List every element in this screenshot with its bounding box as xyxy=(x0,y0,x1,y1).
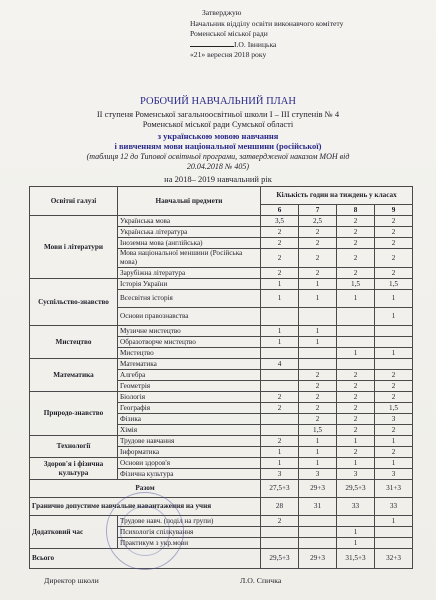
hours-cell: 4 xyxy=(261,359,299,370)
hours-cell: 1 xyxy=(375,436,413,447)
hours-cell: 1 xyxy=(375,308,413,326)
hours-cell: 2 xyxy=(299,238,337,249)
max-load-label: Гранично допустиме навчальне навантаження на учня xyxy=(30,498,261,516)
area-social: Суспільство-знавство xyxy=(30,279,118,326)
hours-cell: 2 xyxy=(261,249,299,268)
hours-cell: 2 xyxy=(261,516,299,527)
class-8: 8 xyxy=(337,205,375,216)
subject-name: Алгебра xyxy=(118,370,261,381)
hours-cell: 1 xyxy=(261,279,299,290)
hours-cell: 2 xyxy=(375,392,413,403)
hours-cell xyxy=(299,308,337,326)
hours-cell xyxy=(337,326,375,337)
extra-subject: Практикум з укр.мови xyxy=(118,538,261,549)
area-tech: Технології xyxy=(30,436,118,458)
subject-name: Математика xyxy=(118,359,261,370)
hours-cell: 33 xyxy=(337,498,375,516)
table-row xyxy=(30,359,413,370)
hours-cell: 2 xyxy=(337,268,375,279)
hours-cell: 2 xyxy=(299,414,337,425)
hours-cell: 2 xyxy=(261,392,299,403)
hours-cell: 2 xyxy=(337,425,375,436)
subject-name: Фізична культура xyxy=(118,469,261,480)
hours-cell: 1 xyxy=(337,436,375,447)
director-role: Директор школи xyxy=(44,576,99,585)
hours-cell xyxy=(337,337,375,348)
subject-name: Трудове навчання xyxy=(118,436,261,447)
hours-cell xyxy=(375,538,413,549)
hours-cell xyxy=(261,425,299,436)
hours-cell: 29+3 xyxy=(299,549,337,569)
subject-name: Музичне мистецтво xyxy=(118,326,261,337)
class-6: 6 xyxy=(261,205,299,216)
hours-cell: 1,5 xyxy=(375,279,413,290)
hours-cell: 1 xyxy=(375,348,413,359)
hours-cell: 2 xyxy=(337,227,375,238)
hours-cell: 2 xyxy=(337,414,375,425)
hours-cell xyxy=(337,359,375,370)
hours-cell: 1 xyxy=(337,348,375,359)
director-name: Л.О. Спичка xyxy=(240,576,282,585)
hours-cell: 1 xyxy=(299,326,337,337)
hours-cell: 2 xyxy=(299,403,337,414)
hours-cell: 2 xyxy=(375,447,413,458)
hours-cell: 1 xyxy=(261,447,299,458)
hours-cell: 1 xyxy=(299,290,337,308)
extra-label: Додатковий час xyxy=(30,516,118,549)
grand-total-label: Всього xyxy=(30,549,261,569)
hours-cell: 2 xyxy=(261,403,299,414)
hours-cell: 2 xyxy=(375,216,413,227)
hours-cell: 1 xyxy=(299,279,337,290)
approval-signature-line: І.О. Івницька xyxy=(190,40,343,51)
total-label: Разом xyxy=(30,480,261,498)
hours-cell: 2 xyxy=(337,216,375,227)
approval-line: Роменської міської ради xyxy=(190,29,268,39)
hours-cell: 1,5 xyxy=(337,279,375,290)
hours-cell xyxy=(375,527,413,538)
approval-date: «21» вересня 2018 року xyxy=(190,50,267,60)
subject-name: Хімія xyxy=(118,425,261,436)
hours-cell: 33 xyxy=(375,498,413,516)
subject-name: Зарубіжна література xyxy=(118,268,261,279)
subject-name: Українська література xyxy=(118,227,261,238)
hours-cell: 2 xyxy=(261,436,299,447)
subject-name: Історія України xyxy=(118,279,261,290)
hours-cell: 2 xyxy=(375,425,413,436)
hours-cell: 1 xyxy=(337,527,375,538)
approval-line: Затверджую xyxy=(202,8,242,17)
hours-cell: 2 xyxy=(261,227,299,238)
hours-cell: 29,5+3 xyxy=(337,480,375,498)
hours-cell: 1 xyxy=(261,326,299,337)
hours-cell xyxy=(261,538,299,549)
hours-cell xyxy=(261,348,299,359)
subject-name: Основи правознавства xyxy=(118,308,261,326)
hours-cell: 1 xyxy=(299,436,337,447)
hours-cell xyxy=(261,381,299,392)
hours-cell: 3 xyxy=(299,469,337,480)
approval-block xyxy=(190,8,343,61)
hours-cell: 2 xyxy=(375,268,413,279)
hours-cell: 3,5 xyxy=(261,216,299,227)
class-7: 7 xyxy=(299,205,337,216)
hours-cell: 1,5 xyxy=(375,403,413,414)
official-stamp xyxy=(106,492,184,570)
extra-subject: Трудове навч. (поділ на групи) xyxy=(118,516,261,527)
hours-cell: 31 xyxy=(299,498,337,516)
hours-cell: 2 xyxy=(261,238,299,249)
hours-cell xyxy=(337,308,375,326)
hours-cell: 2 xyxy=(299,268,337,279)
extra-row xyxy=(30,516,413,527)
hours-cell xyxy=(299,359,337,370)
school-year: на 2018– 2019 навчальний рік xyxy=(164,174,272,184)
hours-cell xyxy=(299,527,337,538)
subject-name: Інформатика xyxy=(118,447,261,458)
hours-cell: 1 xyxy=(261,290,299,308)
hours-cell: 2 xyxy=(299,227,337,238)
subject-name: Іноземна мова (англійська) xyxy=(118,238,261,249)
note-line: 20.04.2018 № 405) xyxy=(186,162,250,171)
hours-cell: 2 xyxy=(375,381,413,392)
curriculum-table xyxy=(29,186,413,569)
subtitle-line: і вивченням мови національної меншини (російської) xyxy=(114,141,322,151)
table-row xyxy=(30,279,413,290)
area-art: Мистецтво xyxy=(30,326,118,359)
hours-cell: 2 xyxy=(337,238,375,249)
note-line: (таблиця 12 до Типової освітньої програми, затвердженої наказом МОН від xyxy=(86,152,350,161)
hours-cell: 1 xyxy=(337,290,375,308)
approval-line: Начальник відділу освіти виконавчого комітету xyxy=(190,18,344,28)
hours-cell: 2 xyxy=(337,392,375,403)
hours-cell: 29,5+3 xyxy=(261,549,299,569)
subject-name: Всесвітня історія xyxy=(118,290,261,308)
hours-cell xyxy=(375,337,413,348)
header-hours: Кількість годин на тиждень у класах xyxy=(261,187,413,205)
area-math: Математика xyxy=(30,359,118,392)
table-row xyxy=(30,458,413,469)
extra-subject: Психологія спілкування xyxy=(118,527,261,538)
hours-cell: 2 xyxy=(337,403,375,414)
table-row xyxy=(30,436,413,447)
subtitle-line: з українською мовою навчання xyxy=(157,131,279,141)
hours-cell: 2 xyxy=(299,249,337,268)
hours-cell: 1 xyxy=(299,447,337,458)
hours-cell xyxy=(375,359,413,370)
hours-cell: 1,5 xyxy=(299,425,337,436)
hours-cell: 2 xyxy=(375,238,413,249)
hours-cell: 2 xyxy=(337,249,375,268)
hours-cell: 2 xyxy=(375,249,413,268)
hours-cell xyxy=(261,414,299,425)
table-row xyxy=(30,392,413,403)
hours-cell: 1 xyxy=(299,337,337,348)
subject-name: Українська мова xyxy=(118,216,261,227)
hours-cell: 1 xyxy=(299,458,337,469)
hours-cell: 2 xyxy=(337,370,375,381)
table-header-row xyxy=(30,187,413,205)
subject-name: Біологія xyxy=(118,392,261,403)
hours-cell: 2 xyxy=(299,370,337,381)
hours-cell: 2 xyxy=(337,381,375,392)
class-9: 9 xyxy=(375,205,413,216)
hours-cell: 1 xyxy=(375,516,413,527)
hours-cell: 2 xyxy=(337,447,375,458)
max-load-row xyxy=(30,498,413,516)
hours-cell: 2 xyxy=(375,227,413,238)
area-science: Природо-знавство xyxy=(30,392,118,436)
hours-cell: 1 xyxy=(337,538,375,549)
hours-cell: 1 xyxy=(375,290,413,308)
subject-name: Фізика xyxy=(118,414,261,425)
hours-cell xyxy=(261,370,299,381)
hours-cell: 1 xyxy=(261,337,299,348)
hours-cell: 2 xyxy=(375,370,413,381)
hours-cell: 31,5+3 xyxy=(337,549,375,569)
subject-name: Мова національної меншини (Російська мова) xyxy=(118,249,261,268)
hours-cell: 31+3 xyxy=(375,480,413,498)
header-area: Освітні галузі xyxy=(30,187,118,216)
document-title: РОБОЧИЙ НАВЧАЛЬНИЙ ПЛАН xyxy=(140,96,296,107)
hours-cell xyxy=(299,538,337,549)
hours-cell: 1 xyxy=(261,458,299,469)
grand-total-row xyxy=(30,549,413,569)
hours-cell: 27,5+3 xyxy=(261,480,299,498)
header-subjects: Навчальні предмети xyxy=(118,187,261,216)
signature-underline xyxy=(190,46,234,47)
hours-cell: 32+3 xyxy=(375,549,413,569)
hours-cell xyxy=(261,527,299,538)
hours-cell: 1 xyxy=(375,458,413,469)
hours-cell: 2,5 xyxy=(299,216,337,227)
hours-cell: 3 xyxy=(375,414,413,425)
subject-name: Образотворче мистецтво xyxy=(118,337,261,348)
subject-name: Геометрія xyxy=(118,381,261,392)
hours-cell: 3 xyxy=(337,469,375,480)
hours-cell: 2 xyxy=(299,381,337,392)
hours-cell: 3 xyxy=(261,469,299,480)
hours-cell xyxy=(299,348,337,359)
hours-cell: 2 xyxy=(299,392,337,403)
hours-cell: 1 xyxy=(337,458,375,469)
subject-name: Основи здоров'я xyxy=(118,458,261,469)
area-health: Здоров'я і фізична культура xyxy=(30,458,118,480)
hours-cell xyxy=(337,516,375,527)
hours-cell: 28 xyxy=(261,498,299,516)
hours-cell: 29+3 xyxy=(299,480,337,498)
area-languages: Мови і літератури xyxy=(30,216,118,279)
table-row xyxy=(30,326,413,337)
hours-cell: 2 xyxy=(261,268,299,279)
hours-cell xyxy=(375,326,413,337)
total-row xyxy=(30,480,413,498)
subtitle-line: Роменської міської ради Сумської області xyxy=(142,119,294,129)
subject-name: Географія xyxy=(118,403,261,414)
hours-cell xyxy=(299,516,337,527)
subtitle-line: ІІ ступеня Роменської загальноосвітньої школи І – ІІІ ступенів № 4 xyxy=(96,109,340,119)
hours-cell: 3 xyxy=(375,469,413,480)
hours-cell xyxy=(261,308,299,326)
subject-name: Мистецтво xyxy=(118,348,261,359)
table-row xyxy=(30,216,413,227)
